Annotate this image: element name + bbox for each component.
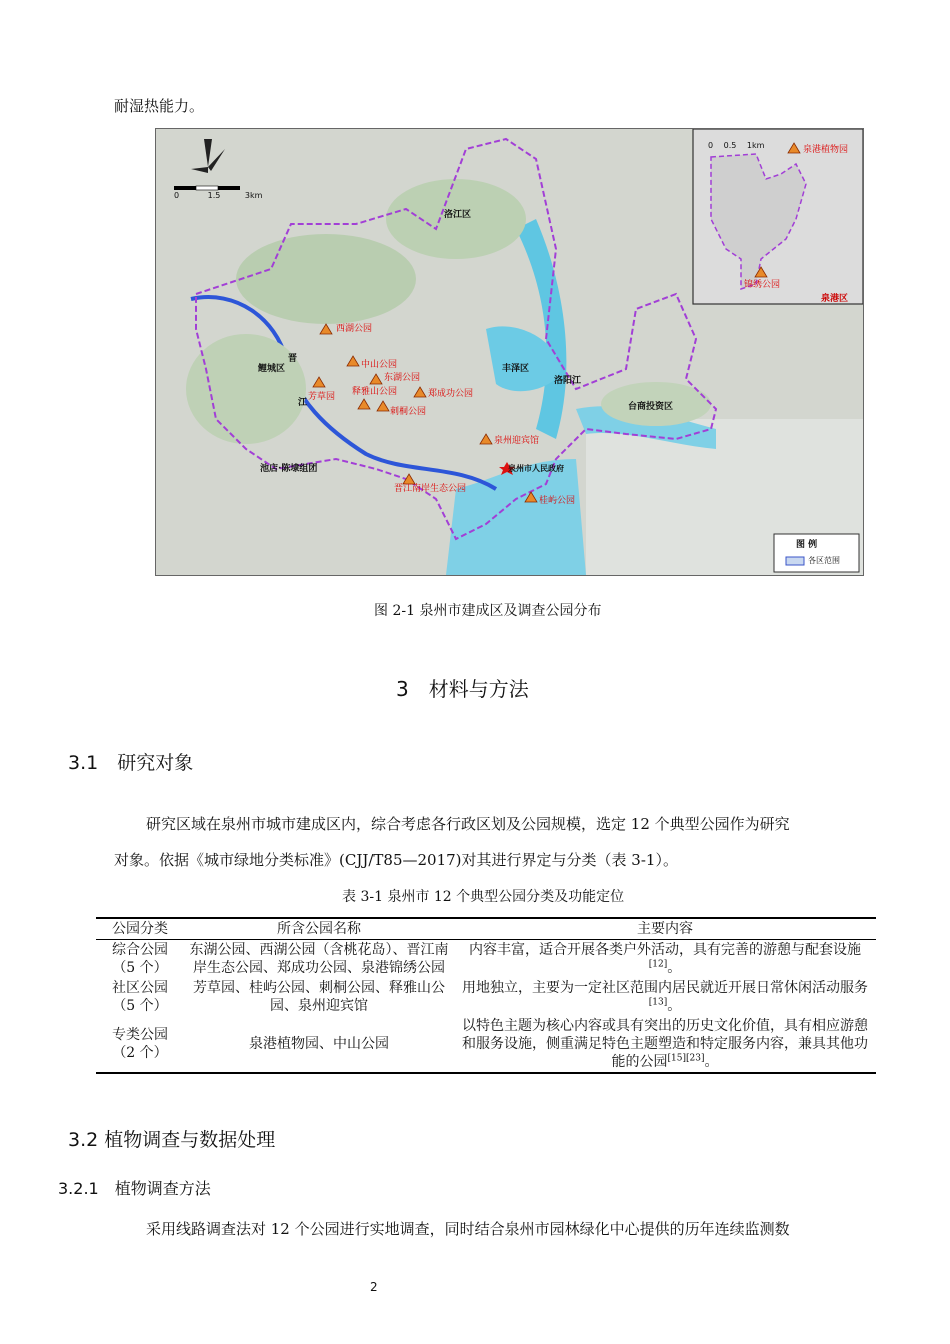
content-cell: 内容丰富，适合开展各类户外活动，具有完善的游憩与配套设施 [469,942,861,958]
park-label: 泉港植物园 [803,145,849,155]
district-label: 泉港区 [821,294,849,304]
park-label: 锦绣公园 [744,280,781,290]
park-distribution-map [155,128,864,576]
content-cell: 用地独立，主要为一定社区范围内居民就近开展日常休闲活动服务 [462,980,868,996]
table-row: 社区公园 （5 个） 芳草园、桂屿公园、刺桐公园、释雅山公园、泉州迎宾馆 用地独立，主要为一定社区范围内居民就近开展日常休闲活动服务[13]。 [112,980,868,1014]
section-3-heading: 3 材料与方法 [396,677,529,701]
park-label: 东湖公园 [384,373,421,383]
inset-scale-tick: 1km [746,141,765,150]
park-label: 释雅山公园 [352,387,398,397]
park-classification-table [96,917,876,1074]
park-label: 中山公园 [361,360,398,370]
category-cell: 社区公园 [112,980,168,996]
park-label: 桂屿公园 [539,496,576,506]
scale-tick: 0 [174,191,180,200]
paragraph-line: 对象。依据《城市绿地分类标准》(CJJ/T85—2017)对其进行界定与分类（表 3-1）。 [114,851,678,869]
table-header: 公园分类 [96,918,184,940]
park-label: 西湖公园 [336,324,373,334]
citation: [12] [648,959,668,970]
section-3-2-1-heading: 3.2.1 植物调查方法 [58,1179,211,1198]
figure-caption: 图 2-1 泉州市建成区及调查公园分布 [374,603,602,619]
scale-tick: 1.5 [207,191,221,200]
government-label: 泉州市人民政府 [508,464,564,473]
paragraph-line: 采用线路调查法对 12 个公园进行实地调查，同时结合泉州市园林绿化中心提供的历年连续监测数 [146,1220,790,1238]
park-label: 泉州迎宾馆 [494,436,540,446]
citation: [15][23] [667,1053,705,1064]
category-count: （5 个） [112,960,168,976]
content-cell: 以特色主题为核心内容或具有突出的历史文化价值，具有相应游憩和服务设施，侧重满足特色主题塑造和特定服务内容，兼具其他功能的公园 [462,1018,868,1070]
water-label: 洛阳江 [554,376,582,386]
table-caption: 表 3-1 泉州市 12 个典型公园分类及功能定位 [342,889,625,905]
section-3-2-heading: 3.2 植物调查与数据处理 [68,1129,276,1151]
district-label: 丰泽区 [502,364,530,374]
parks-cell: 东湖公园、西湖公园（含桃花岛）、晋江南岸生态公园、郑成功公园、泉港锦绣公园 [189,942,449,976]
table-header: 主要内容 [454,918,876,940]
category-cell: 综合公园 [112,942,168,958]
district-label: 江 [298,398,308,408]
table-row: 综合公园 （5 个） 东湖公园、西湖公园（含桃花岛）、晋江南岸生态公园、郑成功公园、泉港锦绣公园 内容丰富，适合开展各类户外活动，具有完善的游憩与配套设施[12]。 [96,940,876,979]
district-label: 鲤城区 [258,364,286,374]
district-label: 晋 [288,354,298,364]
legend-item: 各区范围 [808,556,840,565]
parks-cell: 芳草园、桂屿公园、刺桐公园、释雅山公园、泉州迎宾馆 [193,980,445,1014]
table-row: 专类公园 （2 个） 泉港植物园、中山公园 以特色主题为核心内容或具有突出的历史文化价值，具有相应游憩和服务设施，侧重满足特色主题塑造和特定服务内容，兼具其他功能的公园[15][23]。 [96,1016,876,1073]
inset-scale-tick: 0.5 [723,141,737,150]
page-number: 2 [370,1280,378,1294]
district-label: 池店·陈埭组团 [260,464,318,474]
inset-scale-tick: 0 [708,141,714,150]
citation: [13] [648,997,668,1008]
scale-tick: 3km [244,191,263,200]
paragraph-line: 研究区域在泉州市城市建成区内，综合考虑各行政区划及公园规模，选定 12 个典型公园作为研究 [146,815,790,833]
park-label: 芳草园 [308,392,336,402]
district-label: 洛江区 [444,210,472,220]
table-header: 所含公园名称 [184,918,454,940]
category-count: （5 个） [112,998,168,1014]
district-label: 台商投资区 [628,402,674,412]
category-cell: 专类公园 [112,1027,168,1043]
category-count: （2 个） [112,1045,168,1061]
section-3-1-heading: 3.1 研究对象 [68,752,194,774]
intro-line: 耐湿热能力。 [114,97,205,115]
scale-bar [174,186,240,190]
park-label: 刺桐公园 [390,407,427,417]
parks-cell: 泉港植物园、中山公园 [184,1016,454,1073]
park-label: 晋江南岸生态公园 [394,484,467,494]
park-label: 郑成功公园 [428,389,474,399]
legend-title: 图 例 [796,540,818,550]
